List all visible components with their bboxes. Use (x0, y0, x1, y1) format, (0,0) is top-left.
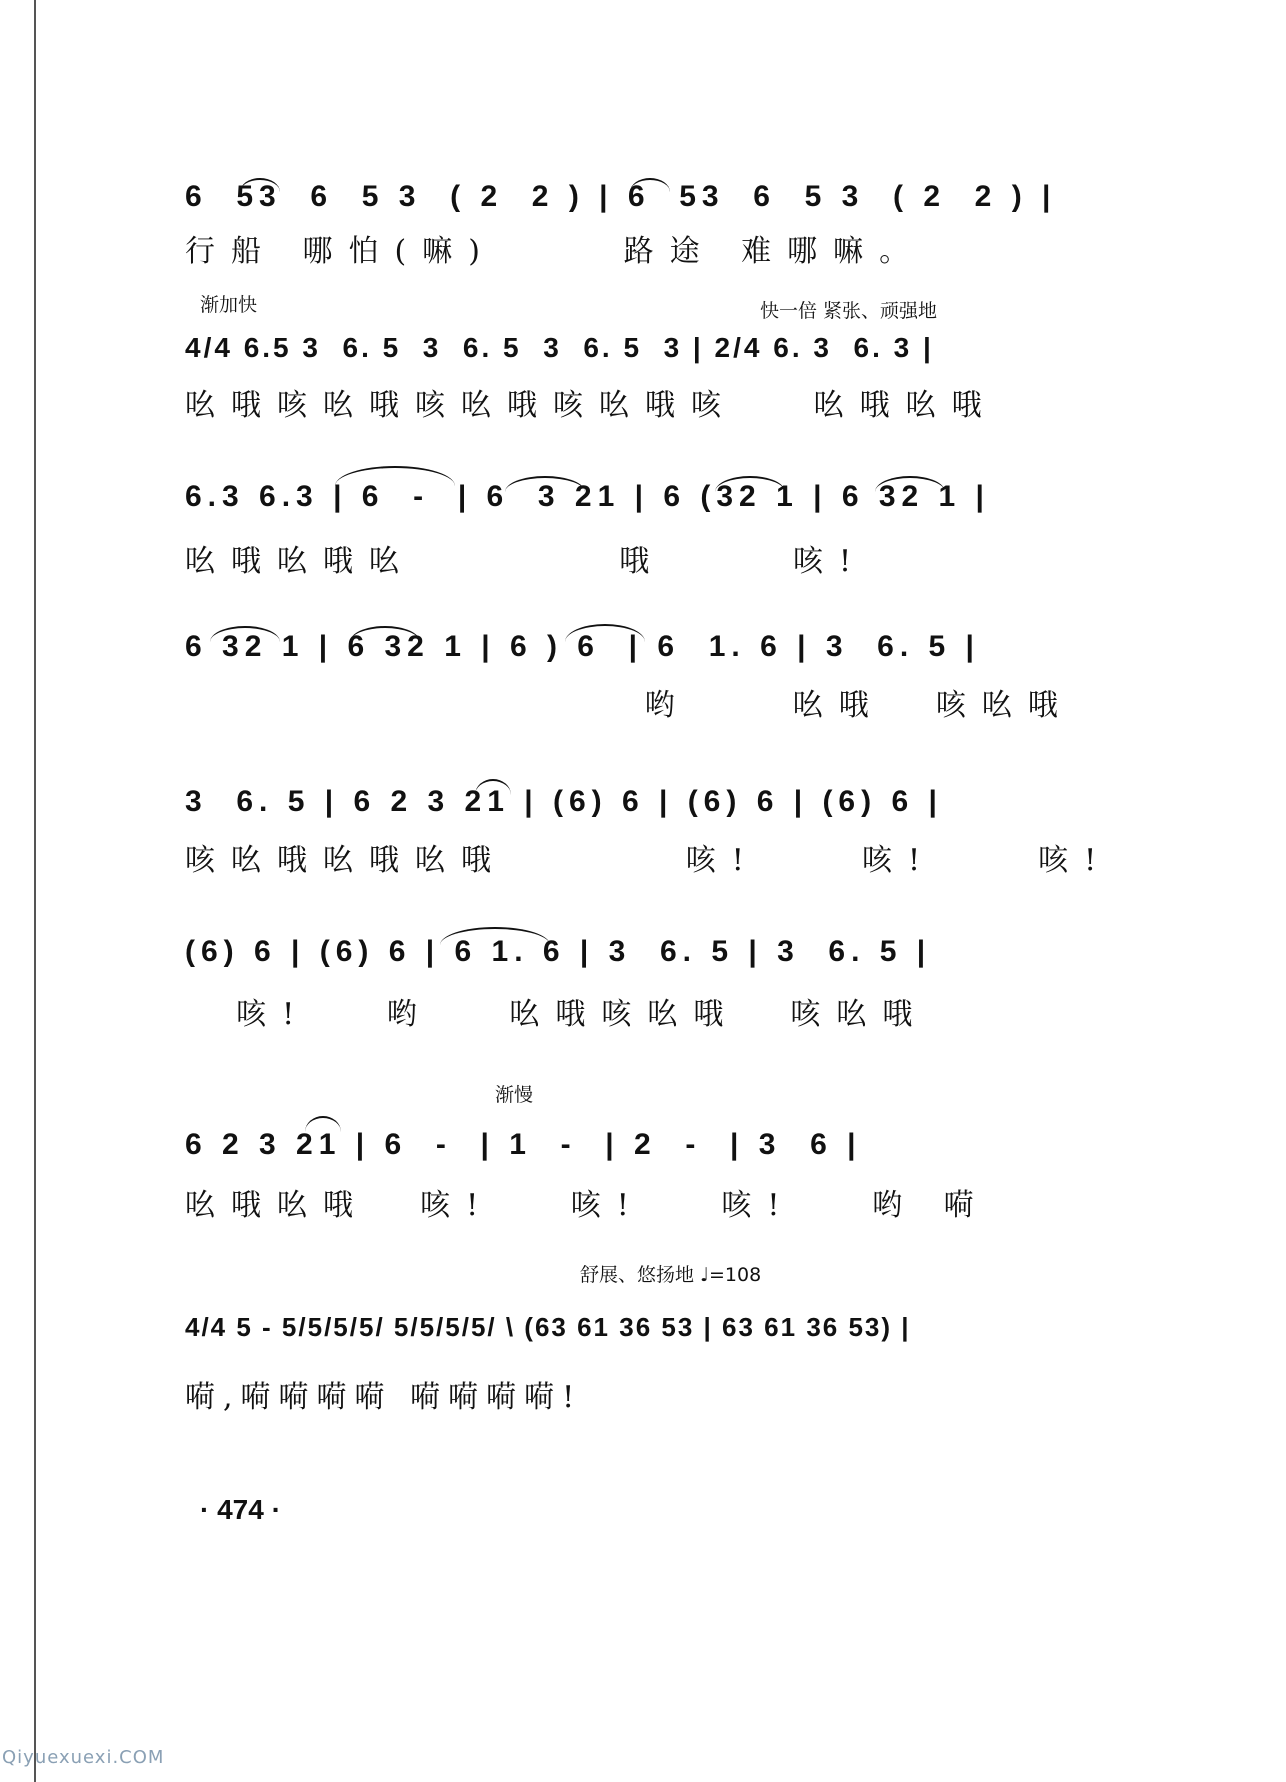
tempo-marking: 渐慢 (495, 1084, 534, 1106)
notation-line: (6) 6 | (6) 6 | 6 1. 6 | 3 6. 5 | 3 6. 5 | (185, 935, 932, 968)
score-system-6 (185, 935, 1105, 1035)
lyrics-line: 吆哦吆哦 咳! 咳! 咳! 哟 嗬 (185, 1188, 990, 1223)
lyrics-line: 咳! 哟 吆哦咳吆哦 咳吆哦 (185, 997, 929, 1032)
lyrics-line: 咳吆哦吆哦吆哦 咳! 咳! 咳! (185, 843, 1113, 878)
lyrics-line: 吆哦咳吆哦咳吆哦咳吆哦咳 吆哦吆哦 (185, 388, 998, 423)
score-system-4 (185, 630, 1105, 730)
score-system-7 (185, 1080, 1105, 1223)
notation-line: 6 2 3 21 | 6 - | 1 - | 2 - | 3 6 | (185, 1128, 862, 1161)
score-system-8 (185, 1260, 1105, 1420)
score-system-2 (185, 290, 1105, 423)
page-number: · 474 · (200, 1494, 281, 1525)
score-system-5 (185, 785, 1113, 885)
lyrics-line: 行船 哪怕(嘛) 路途 难哪嘛。 (185, 234, 926, 269)
notation-line: 3 6. 5 | 6 2 3 21 | (6) 6 | (6) 6 | (6) 6 | (185, 785, 943, 818)
tempo-marking: 渐加快 (200, 294, 258, 316)
page-margin-line (34, 0, 36, 1782)
notation-line: 6 32 1 | 6 32 1 | 6 ) 6 | 6 1. 6 | 3 6. 5 | (185, 630, 980, 663)
expression-marking: 舒展、悠扬地 ♩=108 (580, 1264, 762, 1286)
lyrics-line: 嗬,嗬嗬嗬嗬 嗬嗬嗬嗬! (185, 1380, 583, 1415)
lyrics-line: 哟 吆哦 咳吆哦 (185, 688, 1074, 723)
notation-line: 6.3 6.3 | 6 - | 6 3 21 | 6 (32 1 | 6 32 1 | (185, 480, 990, 513)
notation-line: 6 53 6 5 3 ( 2 2 ) | 6 53 6 5 3 ( 2 2 ) | (185, 180, 1057, 213)
score-system-1 (185, 180, 1105, 270)
expression-marking: 快一倍 紧张、顽强地 (760, 300, 938, 322)
score-system-3 (185, 480, 1105, 580)
notation-line: 4/4 5 - 5/5/5/5/ 5/5/5/5/ \ (63 61 36 53 | 63 61 36 53) | (185, 1312, 911, 1342)
watermark: Qiyuexuexi.COM (2, 1747, 165, 1768)
notation-line: 4/4 6.5 3 6. 5 3 6. 5 3 6. 5 3 | 2/4 6. 3 6. 3 | (185, 332, 934, 363)
lyrics-line: 吆哦吆哦吆 哦 咳! (185, 544, 868, 579)
